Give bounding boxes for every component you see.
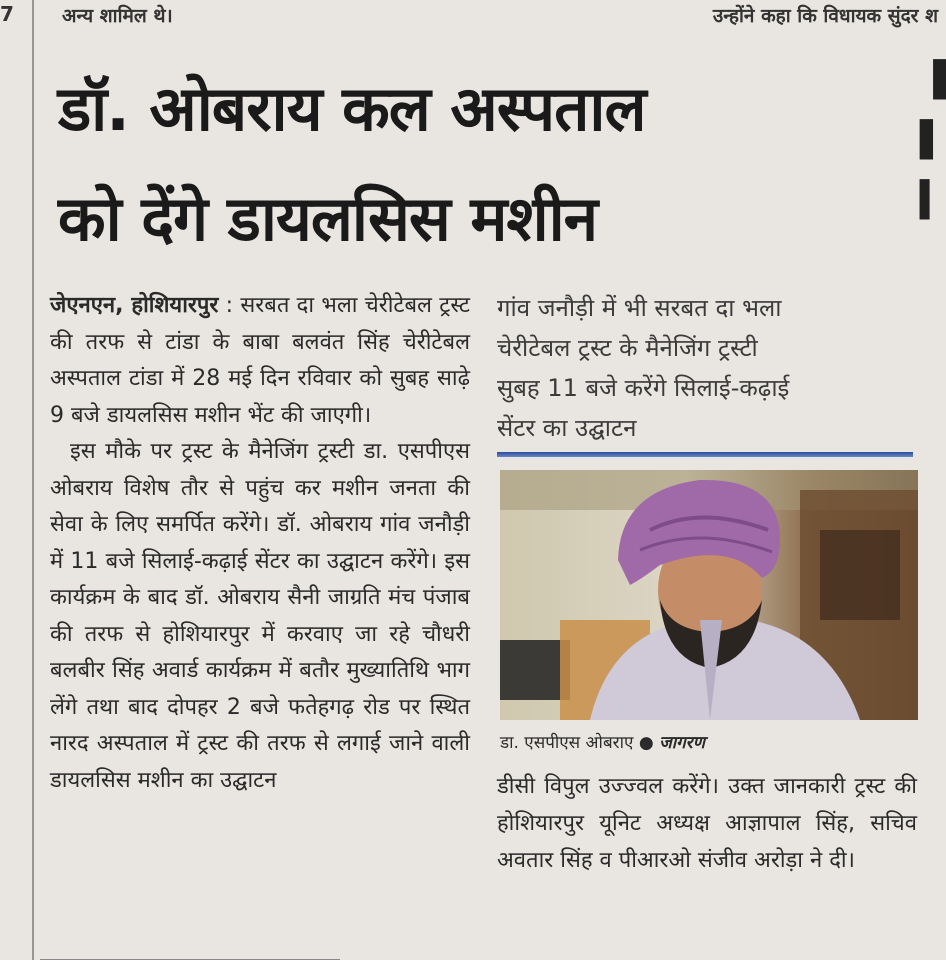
adjacent-column-fragment: ▐ ▌ ▍ xyxy=(920,60,946,220)
article-right-paragraph: डीसी विपुल उज्ज्वल करेंगे। उक्त जानकारी ट्रस्ट की होशियारपुर यूनिट अध्यक्ष आज्ञापाल सिंह, सचिव अवतार सिंह व पीआरओ संजीव अरोड़ा ने दी। xyxy=(497,774,917,873)
caption-dot-icon: ● xyxy=(638,733,654,753)
headline-line-1: डॉ. ओबराय कल अस्पताल xyxy=(58,72,646,145)
headline-line-2: को देंगे डायलसिस मशीन xyxy=(58,182,598,255)
top-strip xyxy=(0,0,942,28)
article-left-column xyxy=(50,288,470,799)
top-right-snippet: उन्होंने कहा कि विधायक सुंदर श xyxy=(712,5,938,27)
sidebar-blurb xyxy=(497,288,917,448)
caption-credit: जागरण xyxy=(659,733,705,753)
sidebar-line-1: गांव जनौड़ी में भी सरबत दा भला xyxy=(497,294,782,322)
sidebar-line-4: सेंटर का उद्घाटन xyxy=(497,414,637,442)
dateline: जेएनएन, होशियारपुर xyxy=(50,293,219,318)
portrait-photo xyxy=(500,470,918,720)
column-divider xyxy=(32,0,34,960)
article-right-column xyxy=(497,768,917,879)
article-paragraph-1: जेएनएन, होशियारपुर : सरबत दा भला चेरीटेबल ट्रस्ट की तरफ से टांडा के बाबा बलवंत सिंह चेरीटेबल अस्पताल टांडा में 28 मई दिन रविवार को सुबह साढ़े 9 बजे डायलसिस मशीन भेंट की जाएगी। xyxy=(50,293,470,428)
blue-rule xyxy=(497,452,913,457)
sidebar-line-3: सुबह 11 बजे करेंगे सिलाई-कढ़ाई xyxy=(497,374,790,402)
sidebar-line-2: चेरीटेबल ट्रस्ट के मैनेजिंग ट्रस्टी xyxy=(497,334,758,362)
page-number: 7 xyxy=(0,2,14,26)
top-left-snippet: अन्य शामिल थे। xyxy=(62,5,173,27)
article-paragraph-2: इस मौके पर ट्रस्ट के मैनेजिंग ट्रस्टी डा. एसपीएस ओबराय विशेष तौर से पहुंच कर मशीन जनता की सेवा के लिए समर्पित करेंगे। डॉ. ओबराय गांव जनौड़ी में 11 बजे सिलाई-कढ़ाई सेंटर का उद्घाटन करेंगे। इस कार्यक्रम के बाद डॉ. ओबराय सैनी जाग्रति मंच पंजाब की तरफ से होशियारपुर में करवाए जा रहे चौधरी बलबीर सिंह अवार्ड कार्यक्रम में बतौर मुख्यातिथि भाग लेंगे तथा बाद दोपहर 2 बजे फतेहगढ़ रोड पर स्थित नारद अस्पताल में ट्रस्ट की तरफ से लगाई जाने वाली डायलसिस मशीन का उद्घाटन xyxy=(50,439,470,793)
caption-name: डा. एसपीएस ओबराए xyxy=(500,733,634,753)
photo-caption xyxy=(500,730,705,753)
paragraph-1-text: सरबत दा भला चेरीटेबल ट्रस्ट की तरफ से टांडा के बाबा बलवंत सिंह चेरीटेबल अस्पताल टांडा में 28 मई दिन रविवार को सुबह साढ़े 9 बजे डायलसिस मशीन भेंट की जाएगी। xyxy=(50,293,470,428)
